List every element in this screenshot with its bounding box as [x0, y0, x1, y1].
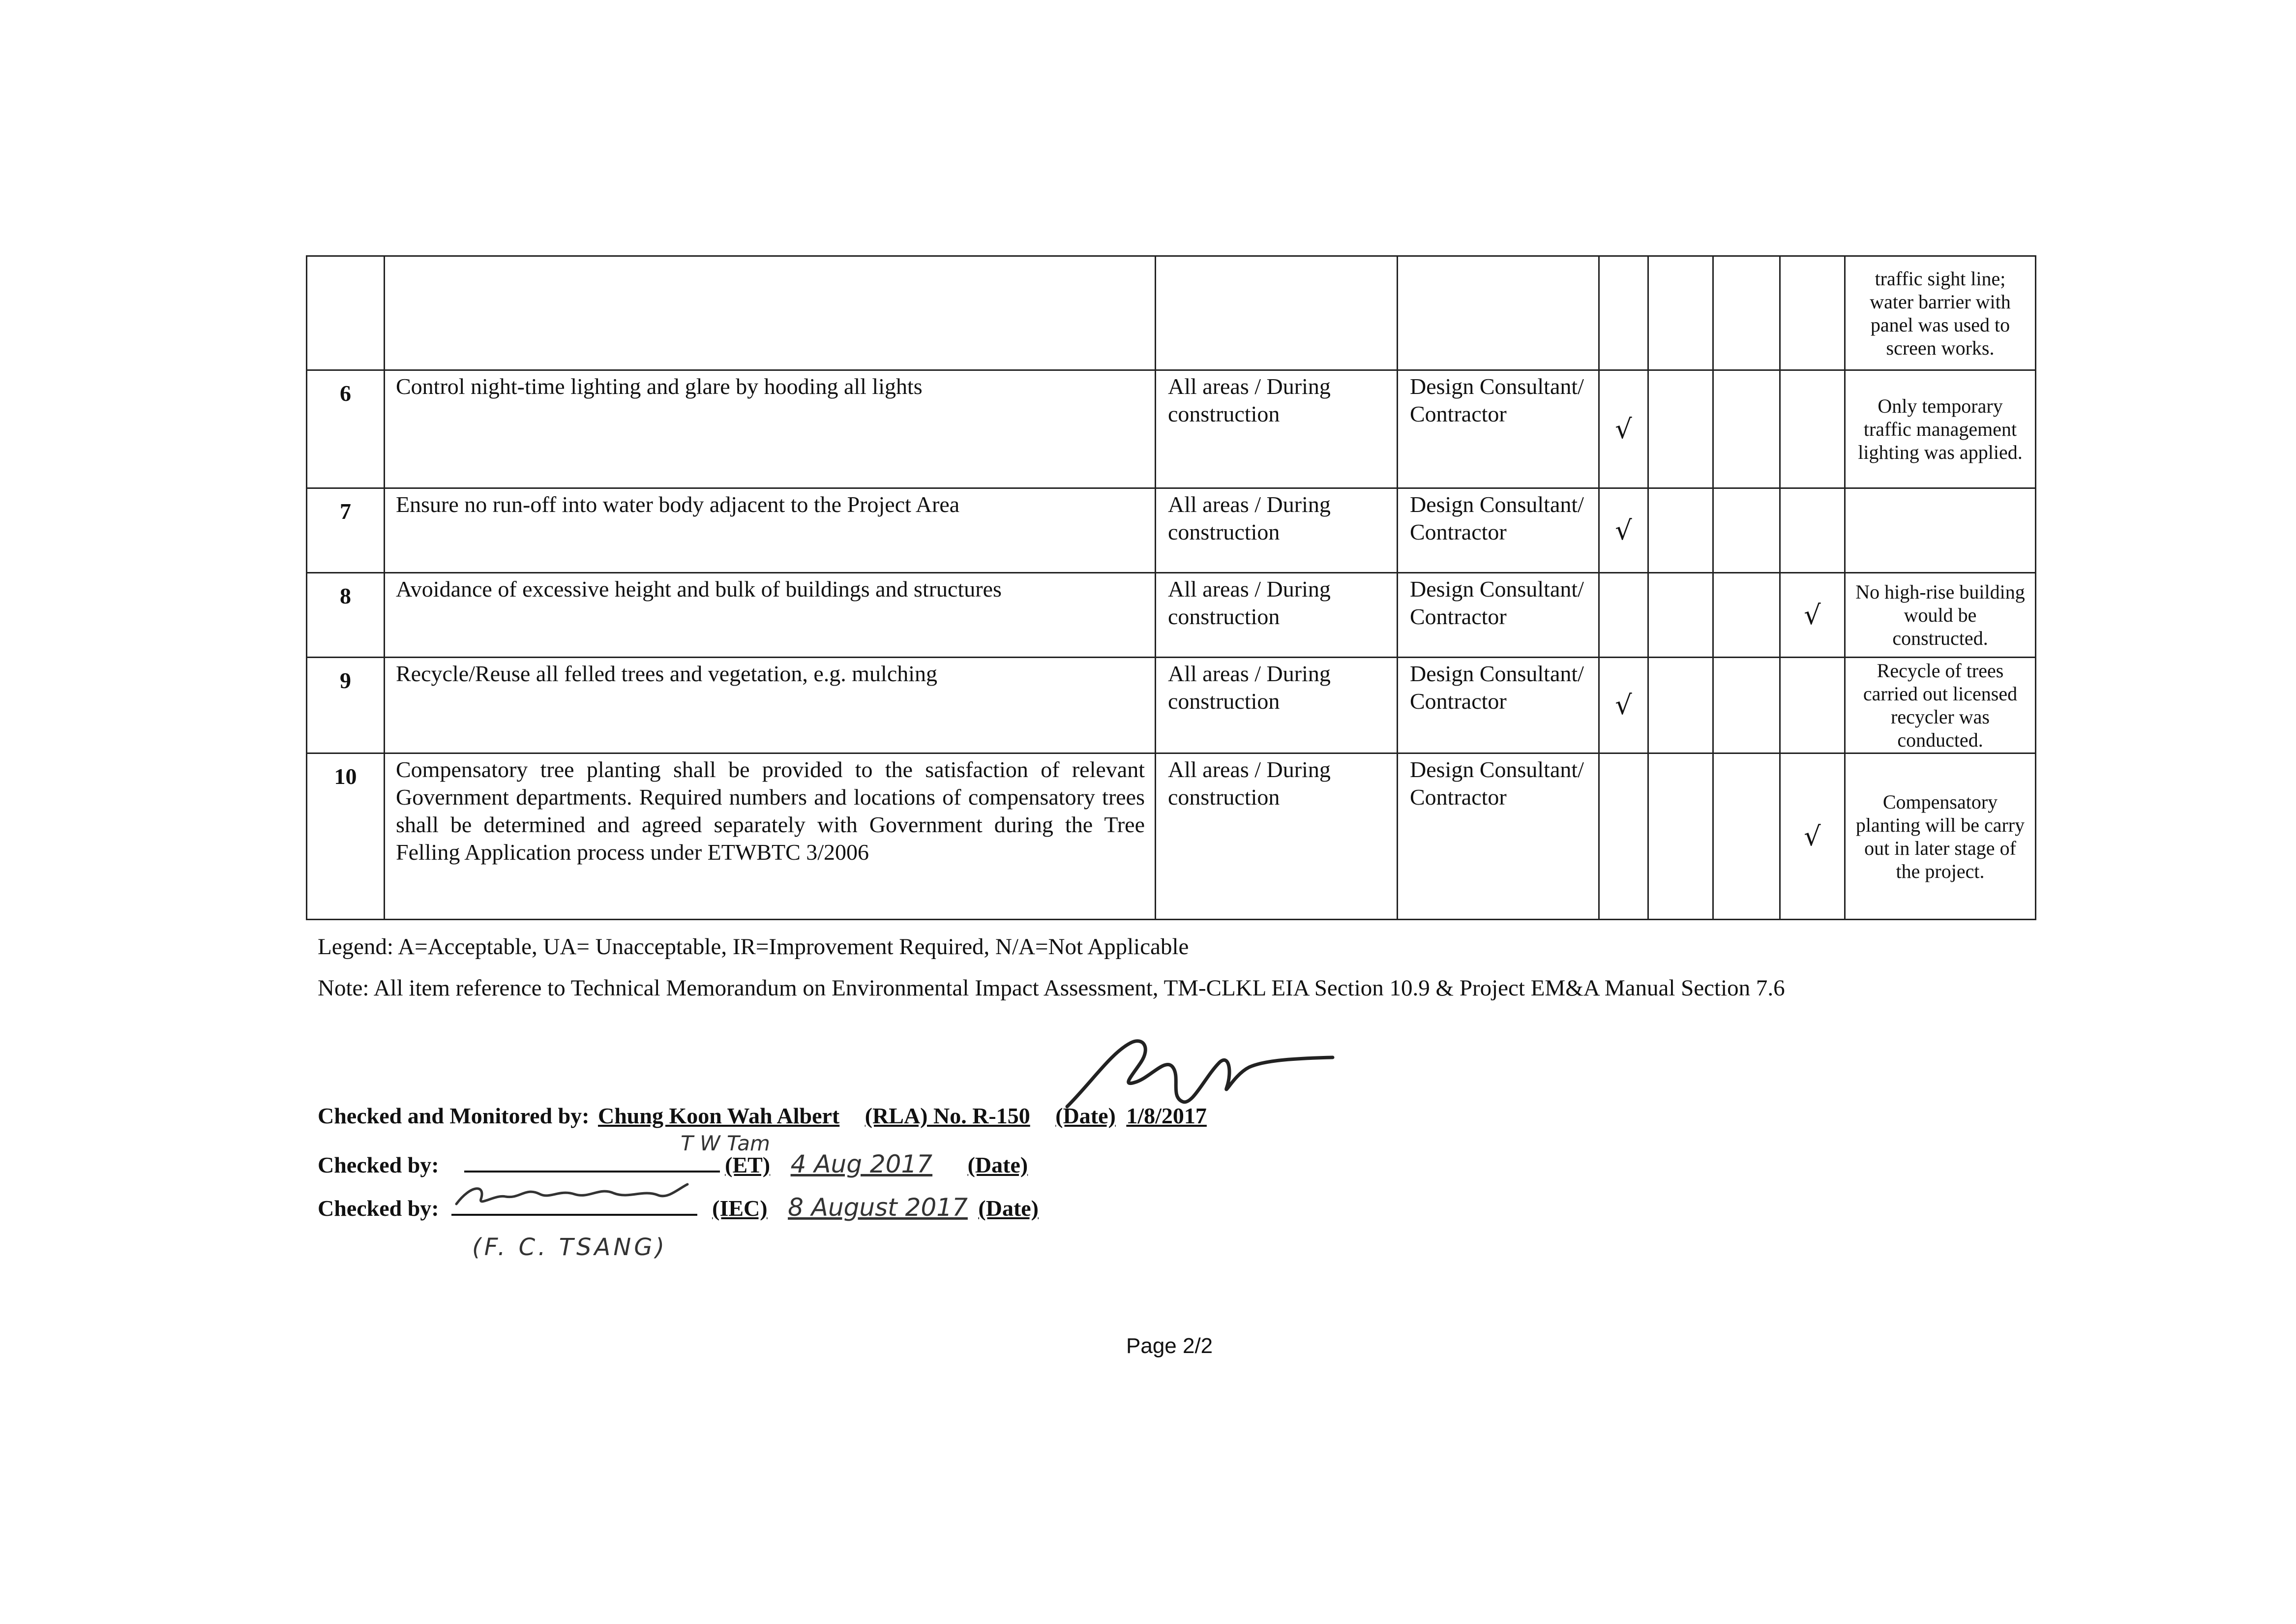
location-timing-cell: All areas / During construction	[1156, 488, 1398, 573]
status-ir-cell	[1713, 256, 1780, 370]
status-ua-cell	[1648, 753, 1713, 920]
status-ua-cell	[1648, 488, 1713, 573]
signoff-et-role: (ET)	[725, 1152, 771, 1177]
page-number: Page 2/2	[1126, 1334, 1213, 1358]
status-ua-cell	[1648, 658, 1713, 753]
location-timing-cell: All areas / During construction	[1156, 573, 1398, 658]
legend-text: Legend: A=Acceptable, UA= Unacceptable, IR=Improvement Required, N/A=Not Applicable	[318, 934, 1189, 960]
location-timing-cell: All areas / During construction	[1156, 658, 1398, 753]
location-timing-cell	[1156, 256, 1398, 370]
status-ir-cell	[1713, 573, 1780, 658]
mitigation-measure-cell: Control night-time lighting and glare by hooding all lights	[385, 370, 1156, 488]
item-number-cell: 7	[307, 488, 385, 573]
table-row	[307, 370, 2036, 488]
mitigation-measure-cell	[385, 256, 1156, 370]
status-a-cell: √	[1599, 488, 1648, 573]
status-a-cell: √	[1599, 658, 1648, 753]
signoff-handwritten-name: (F. C. TSANG)	[472, 1233, 668, 1261]
status-ir-cell	[1713, 753, 1780, 920]
status-a-cell	[1599, 256, 1648, 370]
status-ua-cell	[1648, 256, 1713, 370]
status-na-cell	[1780, 658, 1845, 753]
status-ir-cell	[1713, 658, 1780, 753]
table-row	[307, 573, 2036, 658]
mitigation-measure-cell: Avoidance of excessive height and bulk of buildings and structures	[385, 573, 1156, 658]
signoff-iec-signature	[451, 1179, 697, 1214]
status-na-cell	[1780, 488, 1845, 573]
status-ir-cell	[1713, 370, 1780, 488]
status-a-cell	[1599, 753, 1648, 920]
signoff-iec-signature-blank	[451, 1189, 697, 1216]
checklist-table	[306, 255, 2036, 920]
signoff-monitored-line	[318, 1103, 1207, 1129]
status-ir-cell	[1713, 488, 1780, 573]
implementation-agent-cell: Design Consultant/ Contractor	[1398, 573, 1599, 658]
signoff-et-line	[318, 1131, 1028, 1178]
table-row	[307, 488, 2036, 573]
status-na-cell	[1780, 370, 1845, 488]
remark-cell: Only temporary traffic management lighting was applied.	[1845, 370, 2036, 488]
location-timing-cell: All areas / During construction	[1156, 370, 1398, 488]
implementation-agent-cell: Design Consultant/ Contractor	[1398, 658, 1599, 753]
signoff-monitored-name: Chung Koon Wah Albert	[597, 1103, 840, 1128]
table-row	[307, 753, 2036, 920]
signoff-iec-date-label: (Date)	[978, 1196, 1039, 1221]
status-a-cell	[1599, 573, 1648, 658]
table-row	[307, 658, 2036, 753]
table-body	[307, 256, 2036, 920]
remark-cell: Compensatory planting will be carry out in later stage of the project.	[1845, 753, 2036, 920]
remark-cell: traffic sight line; water barrier with panel was used to screen works.	[1845, 256, 2036, 370]
signoff-iec-line	[318, 1189, 1039, 1222]
signoff-iec-role: (IEC)	[712, 1196, 768, 1221]
mitigation-measure-cell: Recycle/Reuse all felled trees and vegetation, e.g. mulching	[385, 658, 1156, 753]
signoff-iec-date: 8 August 2017	[788, 1193, 968, 1222]
item-number-cell: 8	[307, 573, 385, 658]
implementation-agent-cell: Design Consultant/ Contractor	[1398, 488, 1599, 573]
signoff-monitored-label: Checked and Monitored by:	[318, 1103, 590, 1128]
note-text: Note: All item reference to Technical Memorandum on Environmental Impact Assessment, TM-CLKL EIA Section 10.9 & Project EM&A Manual Section 7.6	[318, 975, 1785, 1001]
status-ua-cell	[1648, 573, 1713, 658]
status-na-cell: √	[1780, 573, 1845, 658]
signoff-monitored-rla: (RLA) No. R-150	[865, 1103, 1030, 1128]
implementation-agent-cell: Design Consultant/ Contractor	[1398, 370, 1599, 488]
signoff-monitored-date: 1/8/2017	[1126, 1103, 1207, 1128]
item-number-cell: 10	[307, 753, 385, 920]
signoff-et-date-label: (Date)	[967, 1152, 1028, 1177]
signoff-et-date: 4 Aug 2017	[790, 1150, 933, 1178]
mitigation-measure-cell: Ensure no run-off into water body adjacent to the Project Area	[385, 488, 1156, 573]
status-na-cell	[1780, 256, 1845, 370]
remark-cell	[1845, 488, 2036, 573]
mitigation-measure-cell: Compensatory tree planting shall be provided to the satisfaction of relevant Government departments. Required numbers and locations of compensatory trees shall be determined and agreed separately with Government during the Tree Felling Application process under ETWBTC 3/2006	[385, 753, 1156, 920]
table-row	[307, 256, 2036, 370]
remark-cell: Recycle of trees carried out licensed recycler was conducted.	[1845, 658, 2036, 753]
item-number-cell: 9	[307, 658, 385, 753]
status-na-cell: √	[1780, 753, 1845, 920]
signoff-monitored-date-label: (Date)	[1055, 1103, 1116, 1128]
item-number-cell: 6	[307, 370, 385, 488]
status-ua-cell	[1648, 370, 1713, 488]
implementation-agent-cell	[1398, 256, 1599, 370]
status-a-cell: √	[1599, 370, 1648, 488]
remark-cell: No high-rise building would be constructed.	[1845, 573, 2036, 658]
signoff-iec-label: Checked by:	[318, 1196, 439, 1221]
signoff-et-initials: T W Tam	[681, 1131, 770, 1155]
signoff-et-label: Checked by:	[318, 1152, 439, 1177]
item-number-cell	[307, 256, 385, 370]
location-timing-cell: All areas / During construction	[1156, 753, 1398, 920]
implementation-agent-cell: Design Consultant/ Contractor	[1398, 753, 1599, 920]
